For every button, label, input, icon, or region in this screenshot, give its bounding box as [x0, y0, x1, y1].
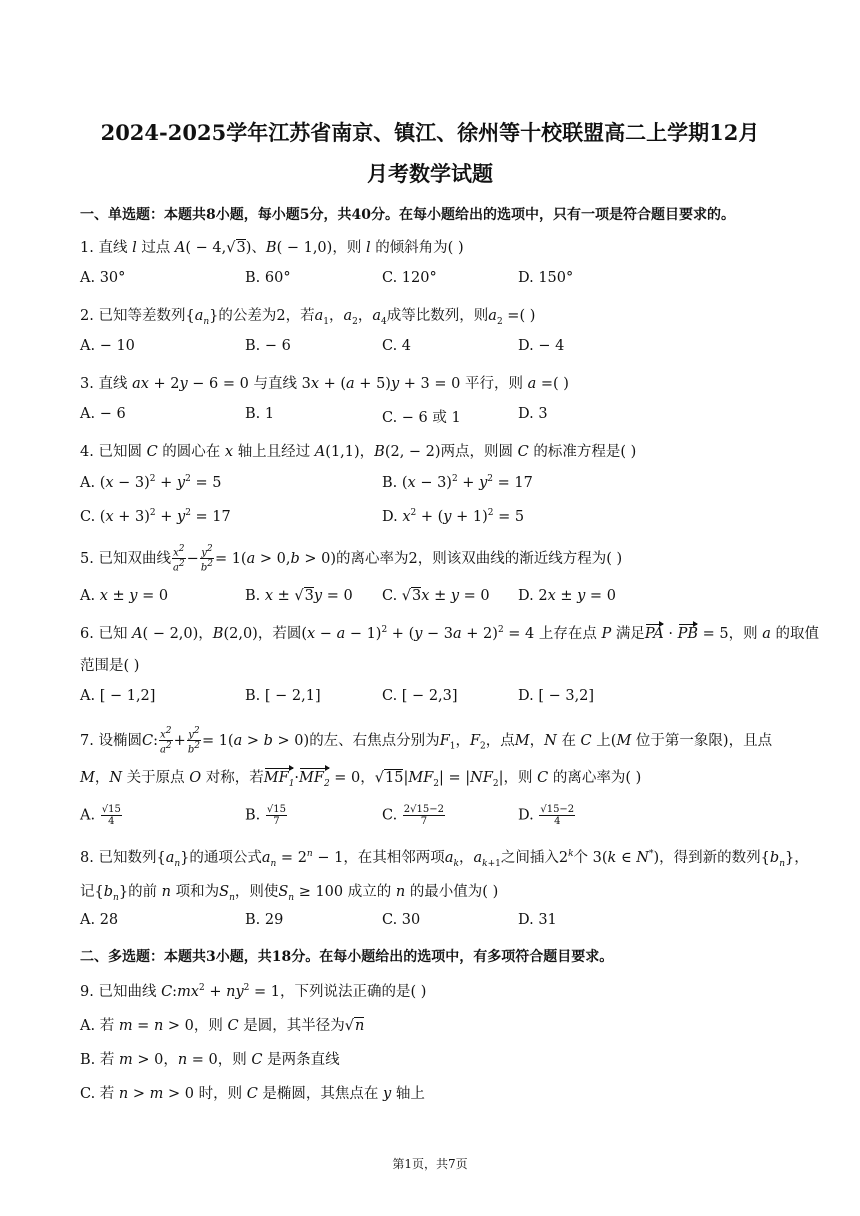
option-b: B. $(x - 3)^2 + y^2 = 17$: [382, 474, 533, 491]
option-d: D. [ − 3,2]: [518, 688, 595, 704]
question-9-option-c: C. 若 n > m > 0 时，则 C 是椭圆，其焦点在 y 轴上: [80, 1086, 425, 1102]
option-a: A. 28: [80, 912, 119, 928]
option-c: C. $(x + 3)^2 + y^2 = 17$: [80, 508, 231, 525]
option-a: A. 30°: [80, 270, 126, 286]
option-a: A. [ − 1,2]: [80, 688, 156, 704]
option-b: B. 29: [245, 912, 284, 928]
option-c: C. 120°: [382, 270, 437, 286]
question-1-options: [80, 270, 780, 290]
question-2: 2. 已知等差数列$\{a_n\}$的公差为2，若$a_1$，$a_2$，$a_4$成等比数列，则$a_2$ =( ): [80, 308, 536, 327]
option-c: C. 4: [382, 338, 412, 354]
question-8: 8. 已知数列$\{a_n\}$的通项公式$a_n = 2^n - 1$，在其相邻两项$a_k$，$a_{k+1}$之间插入2$^k$个 3(k ∈ N*)，得到新的数列$\{b_n\}$，: [80, 849, 809, 869]
question-4-options-row-1: [80, 474, 780, 494]
question-8-line-2: 记$\{b_n\}$的前 n 项和为$S_n$，则使$S_n \ge 100$ 成立的 n 的最小值为( ): [80, 884, 499, 903]
option-b: B. x ± √3y = 0: [245, 588, 353, 604]
question-6: 6. 已知 A( − 2,0)，B(2,0)，若圆$(x - a - 1)^2 + (y - 3a + 2)^2 = 4$ 上存在点 P 满足PA · PB = 5，则 a 的取值: [80, 625, 819, 642]
option-c: C. − 6 或 1: [382, 410, 461, 426]
option-b: B. − 6: [245, 338, 291, 354]
title-line-2: 月考数学试题: [367, 161, 493, 186]
option-c: C. √3x ± y = 0: [382, 588, 490, 604]
option-a: A. $\frac{√15}{4}$: [80, 804, 121, 827]
option-d: D. − 4: [518, 338, 565, 354]
question-6-options: [80, 688, 780, 708]
option-d: D. $x^2 + (y + 1)^2 = 5$: [382, 508, 525, 525]
option-d: D. 2x ± y = 0: [518, 588, 616, 604]
section-heading-single-choice: 一、单选题：本题共8小题，每小题5分，共40分。在每小题给出的选项中，只有一项是符合题目要求的。: [80, 207, 735, 223]
question-1: 1. 直线 l 过点 A( − 4,√3)、B( − 1,0)，则 l 的倾斜角为( ): [80, 240, 464, 256]
question-3-options: [80, 406, 780, 426]
option-a: A. − 10: [80, 338, 135, 354]
option-a: A. $(x - 3)^2 + y^2 = 5$: [80, 474, 222, 491]
option-d: D. 3: [518, 406, 548, 422]
question-9-option-a: A. 若 m = n > 0，则 C 是圆，其半径为√n: [80, 1018, 365, 1034]
option-a: A. − 6: [80, 406, 126, 422]
question-7-options: [80, 804, 780, 834]
page-footer: 第1页，共7页: [392, 1157, 468, 1171]
question-4: 4. 已知圆 C 的圆心在 x 轴上且经过 A(1,1)，B(2, − 2)两点，则圆 C 的标准方程是( ): [80, 444, 637, 460]
question-5: 5. 已知双曲线 $\frac{x^2}{a^2}$ − $\frac{y^2}{b^2}$ = 1(a > 0,b > 0)的离心率为2，则该双曲线的渐近线方程为( ): [80, 544, 623, 574]
question-9-option-b: B. 若 m > 0，n = 0，则 C 是两条直线: [80, 1052, 340, 1068]
question-6-line-2: 范围是( ): [80, 658, 140, 674]
section-heading-multiple-choice: 二、多选题：本题共3小题，共18分。在每小题给出的选项中，有多项符合题目要求。: [80, 949, 614, 965]
option-d: D. 150°: [518, 270, 574, 286]
question-3: 3. 直线 ax + 2y − 6 = 0 与直线 3x + (a + 5)y + 3 = 0 平行，则 a =( ): [80, 376, 569, 392]
question-4-options-row-2: [80, 508, 780, 528]
question-7-line-2: M，N 关于原点 O 对称，若$MF_1\cdot MF_2 = 0$，$√15|MF_2| = |NF_2|$，则 C 的离心率为( ): [80, 770, 642, 789]
option-d: D. $\frac{√15-2}{4}$: [518, 804, 575, 827]
question-7: 7. 设椭圆C: $\frac{x^2}{a^2}$ + $\frac{y^2}{b^2}$ = 1(a > b > 0)的左、右焦点分别为$F_1$，$F_2$，点M，N 在 C 上(M 位于第一象限)，且点: [80, 726, 773, 756]
option-d: D. 31: [518, 912, 557, 928]
option-c: C. $\frac{2√15-2}{7}$: [382, 804, 444, 827]
question-9: 9. 已知曲线 $C:mx^2 + ny^2 = 1$，下列说法正确的是( ): [80, 983, 427, 1000]
question-5-options: [80, 588, 780, 608]
option-a: A. x ± y = 0: [80, 588, 169, 604]
option-c: C. 30: [382, 912, 421, 928]
title-line-1: 2024-2025学年江苏省南京、镇江、徐州等十校联盟高二上学期12月: [100, 120, 760, 145]
option-c: C. [ − 2,3]: [382, 688, 458, 704]
option-b: B. 60°: [245, 270, 291, 286]
question-8-options: [80, 912, 780, 932]
option-b: B. 1: [245, 406, 275, 422]
option-b: B. [ − 2,1]: [245, 688, 321, 704]
question-2-options: [80, 338, 780, 358]
option-b: B. $\frac{√15}{7}$: [245, 804, 286, 827]
